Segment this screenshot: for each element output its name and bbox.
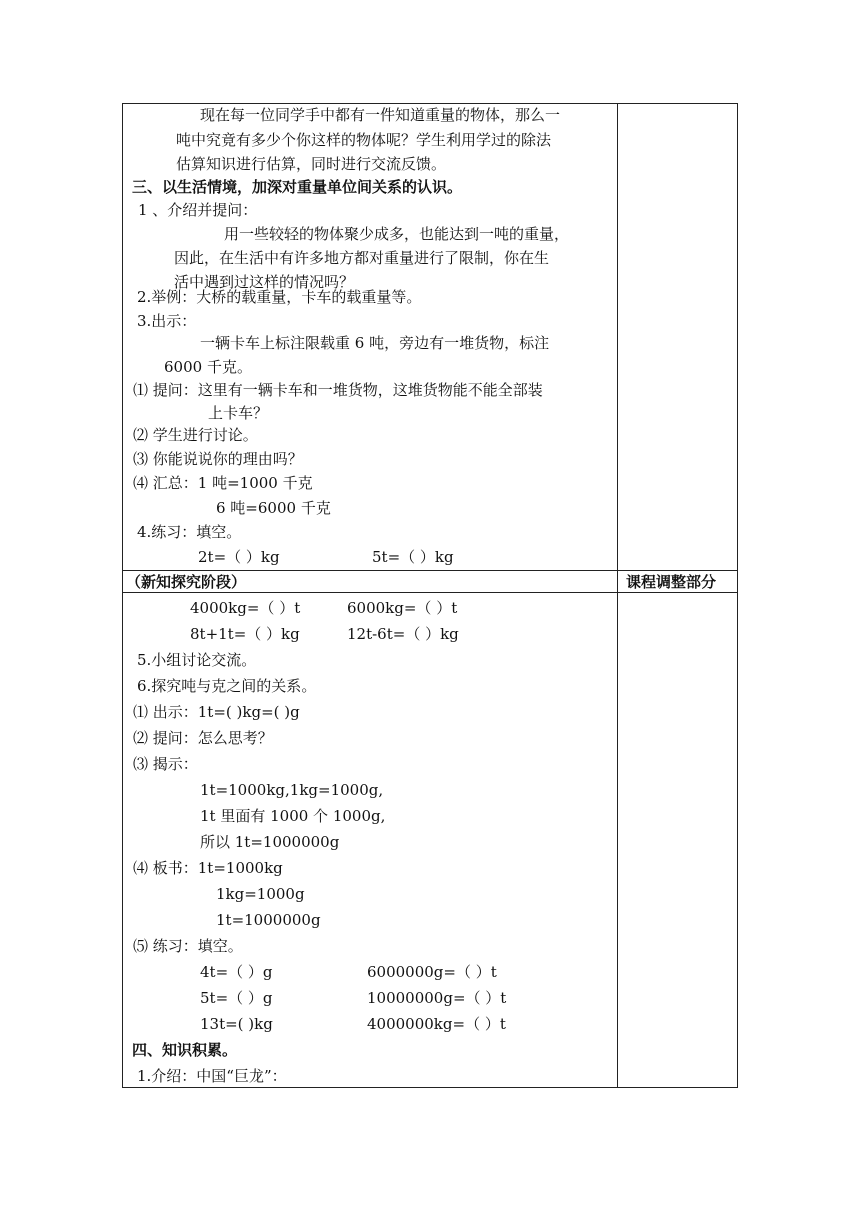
text-line: 6000 千克。 [164,358,252,376]
list-item: 3.出示： [137,312,197,330]
list-item: ⑶ 揭示： [133,755,198,773]
exercise-blank: 2t=（ ）kg [198,548,280,566]
text-line: 上卡车？ [208,404,269,422]
adjustment-column-header: 课程调整部分 [626,573,717,591]
stage-header: （新知探究阶段） [126,573,247,591]
text-line: 活中遇到过这样的情况吗？ [174,273,355,291]
list-item: 4.练习：填空。 [137,523,242,541]
list-item: ⑸ 练习：填空。 [133,937,243,955]
text-line: 因此，在生活中有许多地方都对重量进行了限制，你在生 [174,249,550,267]
column-divider [617,103,618,1088]
exercise-blank: 4t=（ ）g [200,963,273,981]
text-line: 1t 里面有 1000 个 1000g, [200,807,386,825]
list-item: ⑵ 提问：怎么思考？ [133,729,273,747]
exercise-blank: 6000kg=（ ）t [347,599,458,617]
section-heading: 四、知识积累。 [132,1041,238,1059]
text-line: 所以 1t=1000000g [200,833,340,851]
text-line: 1t=1000000g [216,911,321,929]
list-item: ⑴ 出示：1t=( )kg=( )g [133,703,300,721]
list-item: ⑵ 学生进行讨论。 [133,426,258,444]
list-item: ⑷ 汇总：1 吨=1000 千克 [133,474,313,492]
text-line: 6 吨=6000 千克 [216,499,331,517]
text-line: 用一些较轻的物体聚少成多，也能达到一吨的重量， [224,225,570,243]
exercise-blank: 5t=（ ）g [200,989,273,1007]
text-line: 1t=1000kg,1kg=1000g, [200,781,384,799]
exercise-blank: 6000000g=（ ）t [367,963,497,981]
text-line: 1kg=1000g [216,885,305,903]
text-line: 吨中究竟有多少个你这样的物体呢？学生利用学过的除法 [176,131,552,149]
list-item: ⑴ 提问：这里有一辆卡车和一堆货物，这堆货物能不能全部装 [133,381,543,399]
text-line: 估算知识进行估算，同时进行交流反馈。 [176,155,447,173]
text-line: 现在每一位同学手中都有一件知道重量的物体，那么一 [200,106,561,124]
exercise-blank: 13t=( )kg [200,1015,273,1033]
section-heading: 三、以生活情境，加深对重量单位间关系的认识。 [132,178,463,196]
exercise-blank: 12t-6t=（ ）kg [347,625,459,643]
list-item: ⑶ 你能说说你的理由吗？ [133,450,303,468]
list-item: 1 、介绍并提问： [138,201,258,219]
list-item: 5.小组讨论交流。 [137,651,257,669]
exercise-blank: 5t=（ ）kg [372,548,454,566]
list-item: ⑷ 板书：1t=1000kg [133,859,283,877]
list-item: 1.介绍：中国“巨龙”： [137,1067,287,1085]
exercise-blank: 10000000g=（ ）t [367,989,507,1007]
exercise-blank: 4000kg=（ ）t [190,599,301,617]
list-item: 2.举例：大桥的载重量，卡车的载重量等。 [137,288,422,306]
exercise-blank: 4000000kg=（ ）t [367,1015,506,1033]
exercise-blank: 8t+1t=（ ）kg [190,625,300,643]
text-line: 一辆卡车上标注限载重 6 吨，旁边有一堆货物，标注 [200,334,550,352]
list-item: 6.探究吨与克之间的关系。 [137,677,317,695]
